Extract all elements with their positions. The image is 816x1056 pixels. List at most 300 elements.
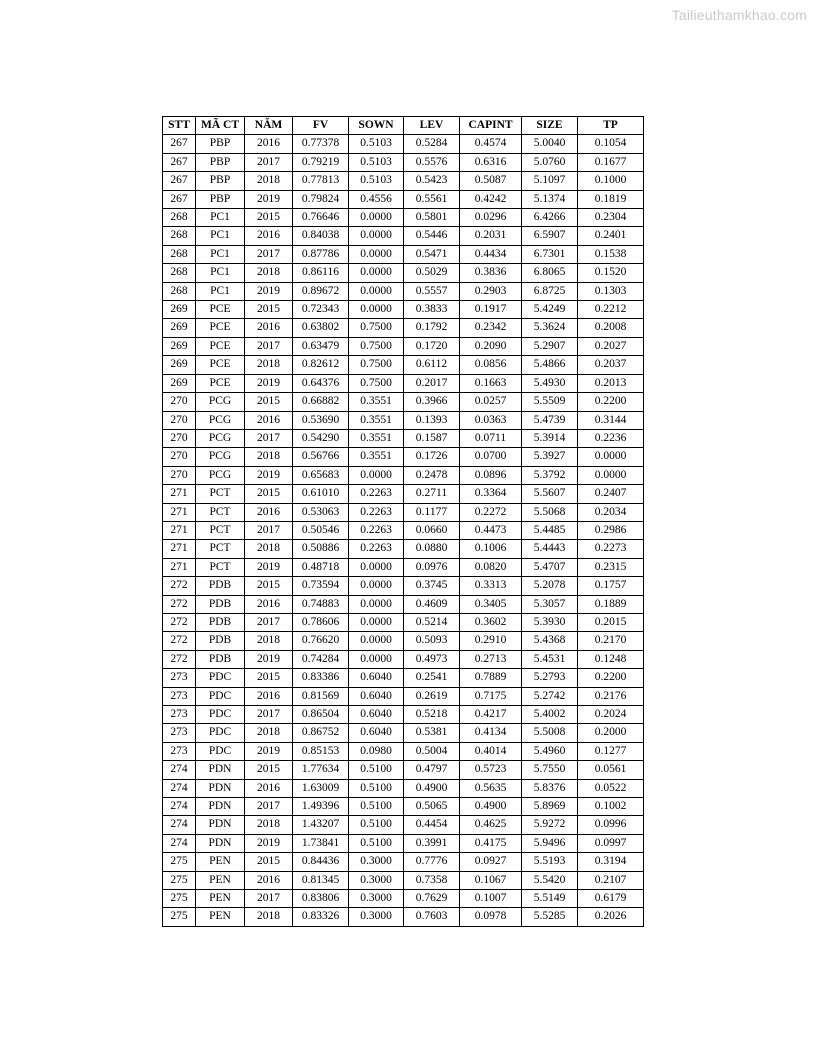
cell-ma-ct: PDN <box>196 834 245 852</box>
cell-capint: 0.2910 <box>460 632 522 650</box>
cell-nam: 2015 <box>245 485 293 503</box>
cell-nam: 2016 <box>245 319 293 337</box>
cell-size: 5.3930 <box>522 613 578 631</box>
table-row <box>163 356 644 374</box>
cell-size: 5.3927 <box>522 448 578 466</box>
cell-tp: 0.2008 <box>578 319 644 337</box>
cell-nam: 2018 <box>245 908 293 926</box>
table-row <box>163 724 644 742</box>
cell-stt: 271 <box>163 521 196 539</box>
cell-lev: 0.1177 <box>404 503 460 521</box>
cell-sown: 0.3551 <box>349 448 404 466</box>
table-row <box>163 503 644 521</box>
cell-nam: 2017 <box>245 613 293 631</box>
table-row <box>163 301 644 319</box>
cell-sown: 0.0000 <box>349 632 404 650</box>
cell-capint: 0.3602 <box>460 613 522 631</box>
table-row <box>163 742 644 760</box>
cell-tp: 0.1677 <box>578 153 644 171</box>
cell-sown: 0.0000 <box>349 301 404 319</box>
table-row <box>163 227 644 245</box>
cell-lev: 0.7358 <box>404 871 460 889</box>
cell-capint: 0.0927 <box>460 853 522 871</box>
cell-nam: 2019 <box>245 650 293 668</box>
cell-stt: 268 <box>163 282 196 300</box>
table-row <box>163 871 644 889</box>
cell-nam: 2019 <box>245 742 293 760</box>
cell-sown: 0.7500 <box>349 319 404 337</box>
cell-ma-ct: PDC <box>196 742 245 760</box>
cell-lev: 0.4454 <box>404 816 460 834</box>
cell-size: 5.2078 <box>522 577 578 595</box>
cell-size: 5.4531 <box>522 650 578 668</box>
cell-stt: 273 <box>163 687 196 705</box>
cell-capint: 0.0896 <box>460 466 522 484</box>
cell-ma-ct: PDC <box>196 669 245 687</box>
cell-fv: 0.86116 <box>293 264 349 282</box>
cell-fv: 1.63009 <box>293 779 349 797</box>
cell-capint: 0.3364 <box>460 485 522 503</box>
cell-lev: 0.5029 <box>404 264 460 282</box>
cell-size: 5.2907 <box>522 337 578 355</box>
cell-ma-ct: PCE <box>196 356 245 374</box>
cell-sown: 0.5103 <box>349 135 404 153</box>
cell-stt: 267 <box>163 172 196 190</box>
cell-stt: 275 <box>163 871 196 889</box>
cell-fv: 0.72343 <box>293 301 349 319</box>
cell-nam: 2016 <box>245 227 293 245</box>
cell-lev: 0.5381 <box>404 724 460 742</box>
cell-lev: 0.0976 <box>404 558 460 576</box>
cell-size: 6.7301 <box>522 245 578 263</box>
table-row <box>163 798 644 816</box>
cell-stt: 268 <box>163 245 196 263</box>
cell-lev: 0.4973 <box>404 650 460 668</box>
cell-tp: 0.2401 <box>578 227 644 245</box>
cell-sown: 0.2263 <box>349 503 404 521</box>
cell-tp: 0.2273 <box>578 540 644 558</box>
cell-capint: 0.3313 <box>460 577 522 595</box>
cell-stt: 268 <box>163 264 196 282</box>
table-row <box>163 282 644 300</box>
cell-nam: 2015 <box>245 577 293 595</box>
cell-nam: 2015 <box>245 669 293 687</box>
cell-size: 5.3792 <box>522 466 578 484</box>
cell-nam: 2019 <box>245 834 293 852</box>
cell-fv: 0.79219 <box>293 153 349 171</box>
table-row <box>163 595 644 613</box>
cell-lev: 0.5214 <box>404 613 460 631</box>
cell-tp: 0.2200 <box>578 393 644 411</box>
cell-ma-ct: PDN <box>196 761 245 779</box>
cell-tp: 0.2107 <box>578 871 644 889</box>
cell-tp: 0.1054 <box>578 135 644 153</box>
cell-capint: 0.4014 <box>460 742 522 760</box>
table-body <box>163 135 644 926</box>
cell-sown: 0.0000 <box>349 282 404 300</box>
cell-stt: 268 <box>163 227 196 245</box>
cell-fv: 1.77634 <box>293 761 349 779</box>
cell-nam: 2017 <box>245 521 293 539</box>
cell-sown: 0.0980 <box>349 742 404 760</box>
cell-size: 5.0040 <box>522 135 578 153</box>
cell-nam: 2016 <box>245 411 293 429</box>
cell-sown: 0.0000 <box>349 613 404 631</box>
cell-ma-ct: PC1 <box>196 282 245 300</box>
cell-ma-ct: PDN <box>196 798 245 816</box>
cell-tp: 0.2170 <box>578 632 644 650</box>
cell-lev: 0.5218 <box>404 706 460 724</box>
cell-ma-ct: PDC <box>196 706 245 724</box>
cell-ma-ct: PBP <box>196 153 245 171</box>
cell-fv: 0.79824 <box>293 190 349 208</box>
cell-fv: 0.78606 <box>293 613 349 631</box>
cell-sown: 0.5100 <box>349 761 404 779</box>
table-row <box>163 687 644 705</box>
cell-nam: 2016 <box>245 779 293 797</box>
cell-tp: 0.1000 <box>578 172 644 190</box>
cell-ma-ct: PC1 <box>196 227 245 245</box>
cell-ma-ct: PBP <box>196 190 245 208</box>
cell-fv: 0.86752 <box>293 724 349 742</box>
cell-fv: 0.50546 <box>293 521 349 539</box>
cell-capint: 0.3836 <box>460 264 522 282</box>
cell-lev: 0.5284 <box>404 135 460 153</box>
cell-sown: 0.0000 <box>349 595 404 613</box>
cell-capint: 0.0711 <box>460 429 522 447</box>
cell-lev: 0.7776 <box>404 853 460 871</box>
cell-size: 5.1374 <box>522 190 578 208</box>
cell-size: 5.5193 <box>522 853 578 871</box>
cell-capint: 0.1006 <box>460 540 522 558</box>
cell-ma-ct: PC1 <box>196 245 245 263</box>
table-row <box>163 632 644 650</box>
cell-ma-ct: PCE <box>196 374 245 392</box>
cell-ma-ct: PDC <box>196 724 245 742</box>
cell-tp: 0.2986 <box>578 521 644 539</box>
cell-stt: 270 <box>163 429 196 447</box>
table-row <box>163 209 644 227</box>
cell-stt: 267 <box>163 190 196 208</box>
table-row <box>163 172 644 190</box>
cell-ma-ct: PDN <box>196 816 245 834</box>
cell-tp: 0.2037 <box>578 356 644 374</box>
table-row <box>163 521 644 539</box>
cell-sown: 0.2263 <box>349 521 404 539</box>
cell-fv: 0.76620 <box>293 632 349 650</box>
cell-lev: 0.6112 <box>404 356 460 374</box>
table-row <box>163 190 644 208</box>
cell-lev: 0.2478 <box>404 466 460 484</box>
cell-tp: 0.2315 <box>578 558 644 576</box>
cell-capint: 0.0257 <box>460 393 522 411</box>
cell-fv: 0.48718 <box>293 558 349 576</box>
cell-stt: 274 <box>163 761 196 779</box>
cell-nam: 2017 <box>245 798 293 816</box>
cell-lev: 0.1726 <box>404 448 460 466</box>
cell-nam: 2015 <box>245 393 293 411</box>
cell-size: 5.3057 <box>522 595 578 613</box>
cell-size: 5.5509 <box>522 393 578 411</box>
header-size: SIZE <box>522 117 578 135</box>
cell-capint: 0.4900 <box>460 798 522 816</box>
cell-size: 5.4960 <box>522 742 578 760</box>
cell-capint: 0.2090 <box>460 337 522 355</box>
cell-fv: 0.85153 <box>293 742 349 760</box>
cell-tp: 0.2026 <box>578 908 644 926</box>
cell-nam: 2019 <box>245 466 293 484</box>
cell-sown: 0.3551 <box>349 429 404 447</box>
cell-nam: 2016 <box>245 871 293 889</box>
cell-fv: 0.64376 <box>293 374 349 392</box>
cell-sown: 0.6040 <box>349 706 404 724</box>
cell-tp: 0.0561 <box>578 761 644 779</box>
cell-fv: 0.81345 <box>293 871 349 889</box>
cell-ma-ct: PDB <box>196 577 245 595</box>
cell-capint: 0.4574 <box>460 135 522 153</box>
cell-capint: 0.6316 <box>460 153 522 171</box>
cell-capint: 0.4242 <box>460 190 522 208</box>
table-row <box>163 558 644 576</box>
cell-fv: 0.83326 <box>293 908 349 926</box>
cell-tp: 0.1277 <box>578 742 644 760</box>
cell-size: 5.5149 <box>522 890 578 908</box>
cell-fv: 0.87786 <box>293 245 349 263</box>
cell-ma-ct: PCT <box>196 485 245 503</box>
cell-capint: 0.1917 <box>460 301 522 319</box>
cell-size: 5.4249 <box>522 301 578 319</box>
cell-lev: 0.2711 <box>404 485 460 503</box>
cell-size: 5.4485 <box>522 521 578 539</box>
table-row <box>163 448 644 466</box>
cell-sown: 0.5100 <box>349 816 404 834</box>
cell-stt: 271 <box>163 540 196 558</box>
cell-tp: 0.0996 <box>578 816 644 834</box>
cell-tp: 0.2027 <box>578 337 644 355</box>
header-capint: CAPINT <box>460 117 522 135</box>
cell-nam: 2017 <box>245 337 293 355</box>
cell-ma-ct: PDB <box>196 632 245 650</box>
cell-fv: 1.73841 <box>293 834 349 852</box>
cell-stt: 272 <box>163 650 196 668</box>
table-row <box>163 706 644 724</box>
table-row <box>163 153 644 171</box>
cell-nam: 2016 <box>245 503 293 521</box>
header-ma-ct: MÃ CT <box>196 117 245 135</box>
cell-tp: 0.0000 <box>578 466 644 484</box>
cell-tp: 0.2212 <box>578 301 644 319</box>
cell-sown: 0.3000 <box>349 853 404 871</box>
table-row <box>163 779 644 797</box>
cell-tp: 0.2000 <box>578 724 644 742</box>
cell-sown: 0.0000 <box>349 558 404 576</box>
cell-nam: 2018 <box>245 264 293 282</box>
cell-lev: 0.3991 <box>404 834 460 852</box>
cell-size: 5.7550 <box>522 761 578 779</box>
cell-stt: 274 <box>163 798 196 816</box>
cell-lev: 0.4609 <box>404 595 460 613</box>
cell-sown: 0.5103 <box>349 172 404 190</box>
cell-size: 5.4930 <box>522 374 578 392</box>
cell-capint: 0.3405 <box>460 595 522 613</box>
cell-tp: 0.1520 <box>578 264 644 282</box>
cell-size: 6.4266 <box>522 209 578 227</box>
cell-size: 6.8065 <box>522 264 578 282</box>
cell-stt: 273 <box>163 669 196 687</box>
cell-size: 5.3914 <box>522 429 578 447</box>
cell-ma-ct: PCG <box>196 466 245 484</box>
cell-stt: 271 <box>163 558 196 576</box>
cell-lev: 0.2619 <box>404 687 460 705</box>
cell-fv: 0.81569 <box>293 687 349 705</box>
cell-size: 5.9272 <box>522 816 578 834</box>
cell-nam: 2018 <box>245 172 293 190</box>
cell-capint: 0.1663 <box>460 374 522 392</box>
cell-nam: 2017 <box>245 706 293 724</box>
cell-nam: 2019 <box>245 374 293 392</box>
cell-lev: 0.7603 <box>404 908 460 926</box>
cell-sown: 0.5100 <box>349 798 404 816</box>
cell-sown: 0.5103 <box>349 153 404 171</box>
cell-nam: 2019 <box>245 282 293 300</box>
cell-tp: 0.0997 <box>578 834 644 852</box>
cell-lev: 0.2017 <box>404 374 460 392</box>
cell-tp: 0.3194 <box>578 853 644 871</box>
cell-lev: 0.5065 <box>404 798 460 816</box>
table-row <box>163 853 644 871</box>
cell-lev: 0.1587 <box>404 429 460 447</box>
cell-size: 5.4368 <box>522 632 578 650</box>
cell-nam: 2018 <box>245 724 293 742</box>
cell-sown: 0.5100 <box>349 834 404 852</box>
cell-fv: 0.63479 <box>293 337 349 355</box>
cell-capint: 0.7175 <box>460 687 522 705</box>
cell-stt: 269 <box>163 337 196 355</box>
cell-lev: 0.5093 <box>404 632 460 650</box>
cell-ma-ct: PDB <box>196 650 245 668</box>
cell-nam: 2018 <box>245 540 293 558</box>
cell-nam: 2016 <box>245 595 293 613</box>
cell-fv: 1.49396 <box>293 798 349 816</box>
cell-capint: 0.2272 <box>460 503 522 521</box>
cell-ma-ct: PEN <box>196 908 245 926</box>
table-row <box>163 411 644 429</box>
cell-ma-ct: PEN <box>196 871 245 889</box>
cell-stt: 275 <box>163 908 196 926</box>
cell-sown: 0.0000 <box>349 209 404 227</box>
cell-fv: 0.53690 <box>293 411 349 429</box>
cell-size: 5.4866 <box>522 356 578 374</box>
cell-tp: 0.0000 <box>578 448 644 466</box>
header-nam: NĂM <box>245 117 293 135</box>
cell-fv: 0.65683 <box>293 466 349 484</box>
cell-size: 5.5285 <box>522 908 578 926</box>
cell-capint: 0.1007 <box>460 890 522 908</box>
table-row <box>163 650 644 668</box>
table-row <box>163 337 644 355</box>
cell-capint: 0.5087 <box>460 172 522 190</box>
cell-fv: 0.73594 <box>293 577 349 595</box>
cell-fv: 0.54290 <box>293 429 349 447</box>
cell-sown: 0.6040 <box>349 669 404 687</box>
cell-stt: 273 <box>163 706 196 724</box>
cell-lev: 0.5004 <box>404 742 460 760</box>
cell-lev: 0.5446 <box>404 227 460 245</box>
cell-capint: 0.0296 <box>460 209 522 227</box>
cell-tp: 0.2236 <box>578 429 644 447</box>
cell-sown: 0.0000 <box>349 245 404 263</box>
cell-tp: 0.2304 <box>578 209 644 227</box>
cell-ma-ct: PCE <box>196 337 245 355</box>
table-row <box>163 834 644 852</box>
cell-tp: 0.1002 <box>578 798 644 816</box>
cell-size: 5.4707 <box>522 558 578 576</box>
table-row <box>163 374 644 392</box>
cell-ma-ct: PCE <box>196 319 245 337</box>
cell-size: 5.4443 <box>522 540 578 558</box>
cell-size: 6.8725 <box>522 282 578 300</box>
cell-capint: 0.0856 <box>460 356 522 374</box>
table-row <box>163 761 644 779</box>
cell-stt: 270 <box>163 411 196 429</box>
cell-fv: 0.74883 <box>293 595 349 613</box>
cell-sown: 0.3000 <box>349 871 404 889</box>
cell-lev: 0.3833 <box>404 301 460 319</box>
table-row <box>163 577 644 595</box>
table-row <box>163 264 644 282</box>
cell-fv: 0.61010 <box>293 485 349 503</box>
cell-ma-ct: PBP <box>196 135 245 153</box>
cell-tp: 0.3144 <box>578 411 644 429</box>
cell-size: 5.2793 <box>522 669 578 687</box>
cell-fv: 0.76646 <box>293 209 349 227</box>
cell-tp: 0.2407 <box>578 485 644 503</box>
cell-nam: 2015 <box>245 301 293 319</box>
cell-stt: 272 <box>163 595 196 613</box>
cell-tp: 0.1538 <box>578 245 644 263</box>
cell-capint: 0.2713 <box>460 650 522 668</box>
cell-lev: 0.0880 <box>404 540 460 558</box>
cell-size: 5.2742 <box>522 687 578 705</box>
cell-tp: 0.0522 <box>578 779 644 797</box>
cell-lev: 0.5801 <box>404 209 460 227</box>
cell-size: 5.8969 <box>522 798 578 816</box>
cell-lev: 0.4797 <box>404 761 460 779</box>
cell-capint: 0.4473 <box>460 521 522 539</box>
cell-size: 5.3624 <box>522 319 578 337</box>
cell-lev: 0.0660 <box>404 521 460 539</box>
cell-capint: 0.4175 <box>460 834 522 852</box>
cell-lev: 0.5557 <box>404 282 460 300</box>
cell-lev: 0.1792 <box>404 319 460 337</box>
cell-stt: 269 <box>163 356 196 374</box>
table-row <box>163 613 644 631</box>
cell-tp: 0.2200 <box>578 669 644 687</box>
cell-sown: 0.5100 <box>349 779 404 797</box>
cell-ma-ct: PCT <box>196 540 245 558</box>
cell-nam: 2016 <box>245 687 293 705</box>
cell-capint: 0.2031 <box>460 227 522 245</box>
cell-stt: 267 <box>163 153 196 171</box>
cell-ma-ct: PC1 <box>196 264 245 282</box>
table-row <box>163 908 644 926</box>
cell-sown: 0.2263 <box>349 485 404 503</box>
header-stt: STT <box>163 117 196 135</box>
cell-fv: 1.43207 <box>293 816 349 834</box>
cell-stt: 271 <box>163 485 196 503</box>
cell-size: 5.9496 <box>522 834 578 852</box>
cell-tp: 0.2034 <box>578 503 644 521</box>
